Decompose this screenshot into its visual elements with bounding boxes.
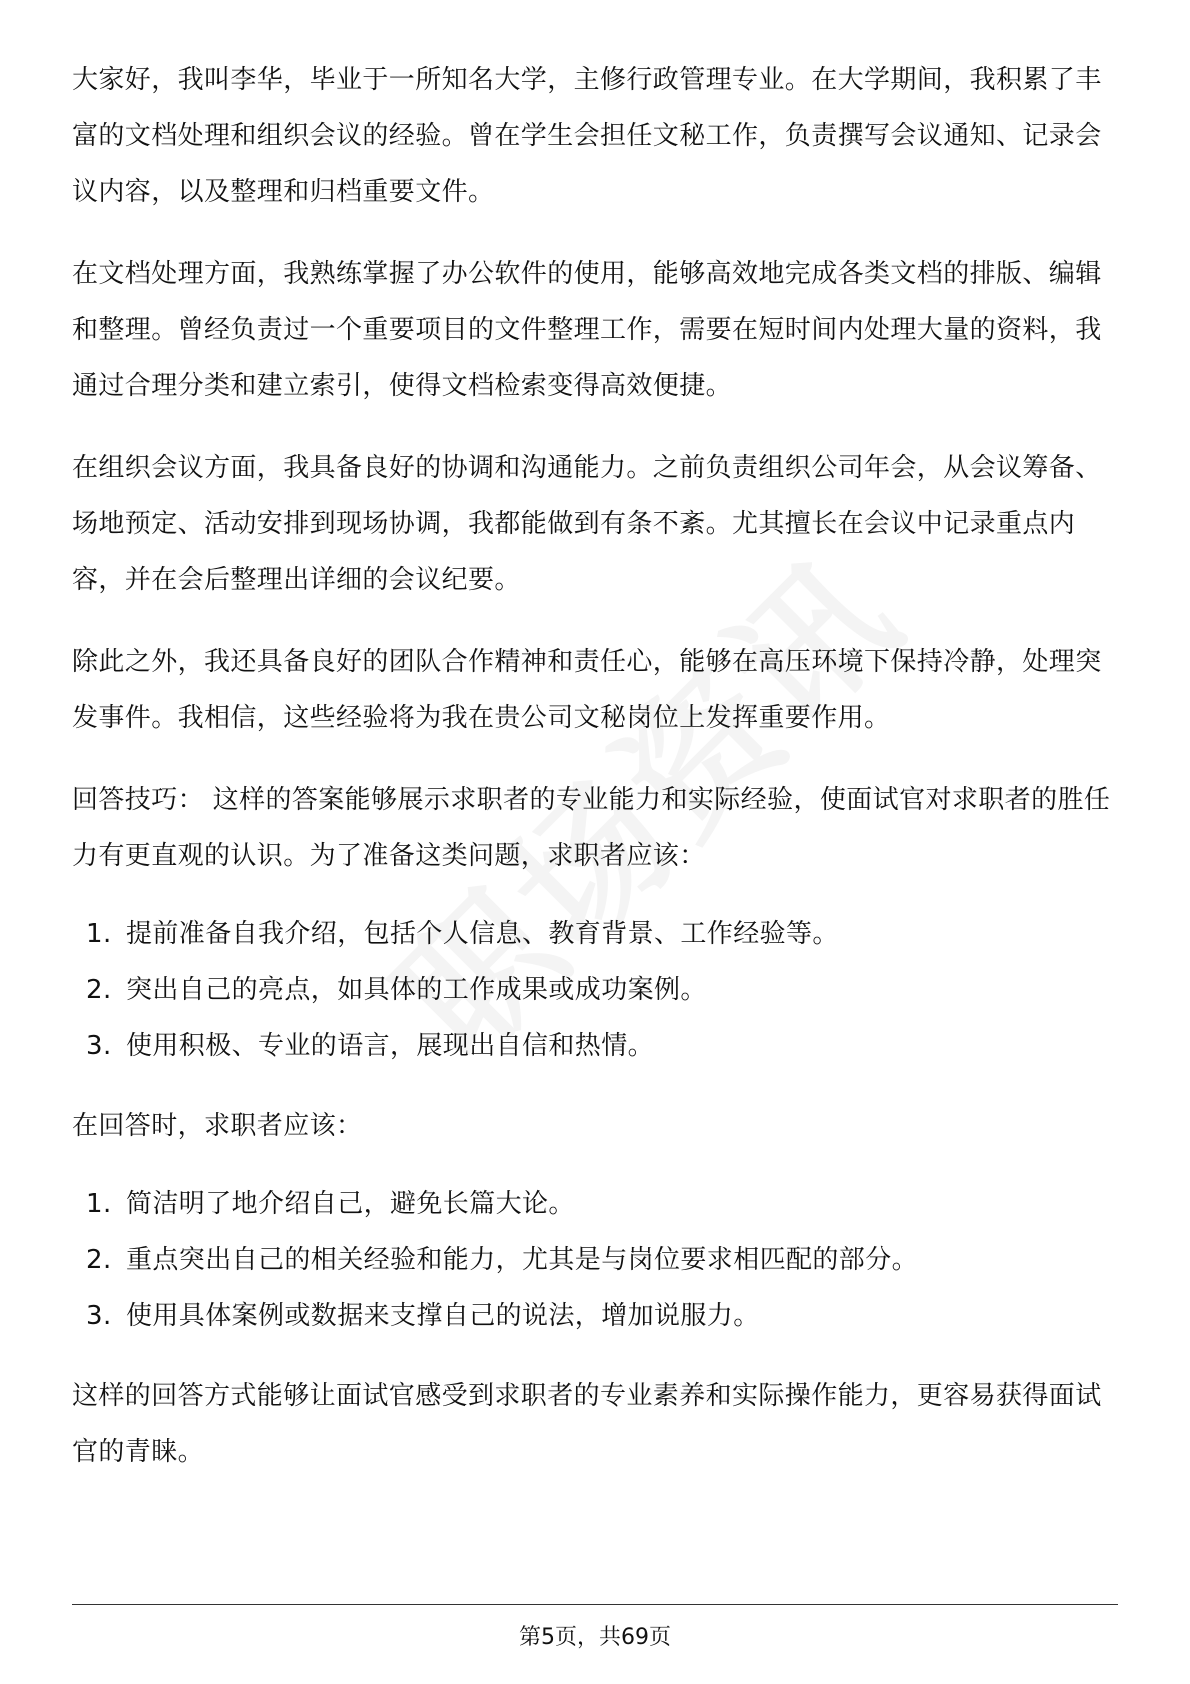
paragraph-intro: 大家好，我叫李华，毕业于一所知名大学，主修行政管理专业。在大学期间，我积累了丰富的文档处理和组织会议的经验。曾在学生会担任文秘工作，负责撰写会议通知、记录会议内容，以及整理和归档重要文件。: [72, 65, 1102, 207]
list-item: [72, 1288, 1118, 1344]
list-item: [72, 906, 1118, 962]
list-item-text: 简洁明了地介绍自己，避免长篇大论。: [126, 1189, 575, 1219]
list-item: [72, 1176, 1118, 1232]
list-item-text: 使用具体案例或数据来支撑自己的说法，增加说服力。: [126, 1301, 760, 1331]
list-item-text: 提前准备自我介绍，包括个人信息、教育背景、工作经验等。: [126, 919, 839, 949]
footer-divider: [72, 1604, 1118, 1605]
page-number: 第5页，共69页: [519, 1625, 671, 1650]
list-number: 1.: [86, 1189, 112, 1219]
list-item: [72, 1018, 1118, 1074]
list-item: [72, 962, 1118, 1018]
list-number: 3.: [86, 1301, 112, 1331]
list-number: 3.: [86, 1031, 112, 1061]
list-item-text: 重点突出自己的相关经验和能力，尤其是与岗位要求相匹配的部分。: [126, 1245, 919, 1275]
preparation-list: [72, 906, 1118, 1074]
list-number: 2.: [86, 1245, 112, 1275]
paragraph-teamwork: 除此之外，我还具备良好的团队合作精神和责任心，能够在高压环境下保持冷静，处理突发事件。我相信，这些经验将为我在贵公司文秘岗位上发挥重要作用。: [72, 647, 1102, 733]
answering-list: [72, 1176, 1118, 1344]
paragraph-when-answering: 在回答时，求职者应该：: [72, 1111, 363, 1141]
list-number: 2.: [86, 975, 112, 1005]
list-item-text: 突出自己的亮点，如具体的工作成果或成功案例。: [126, 975, 707, 1005]
paragraph-closing: 这样的回答方式能够让面试官感受到求职者的专业素养和实际操作能力，更容易获得面试官的青睐。: [72, 1381, 1102, 1467]
list-number: 1.: [86, 919, 112, 949]
paragraph-document-handling: 在文档处理方面，我熟练掌握了办公软件的使用，能够高效地完成各类文档的排版、编辑和整理。曾经负责过一个重要项目的文件整理工作，需要在短时间内处理大量的资料，我通过合理分类和建立索引，使得文档检索变得高效便捷。: [72, 259, 1102, 401]
list-item-text: 使用积极、专业的语言，展现出自信和热情。: [126, 1031, 655, 1061]
document-body: [72, 52, 1118, 1506]
paragraph-meeting-organization: 在组织会议方面，我具备良好的协调和沟通能力。之前负责组织公司年会，从会议筹备、场地预定、活动安排到现场协调，我都能做到有条不紊。尤其擅长在会议中记录重点内容，并在会后整理出详细的会议纪要。: [72, 453, 1102, 595]
paragraph-answer-tips: 回答技巧： 这样的答案能够展示求职者的专业能力和实际经验，使面试官对求职者的胜任力有更直观的认识。为了准备这类问题，求职者应该：: [72, 785, 1111, 871]
list-item: [72, 1232, 1118, 1288]
